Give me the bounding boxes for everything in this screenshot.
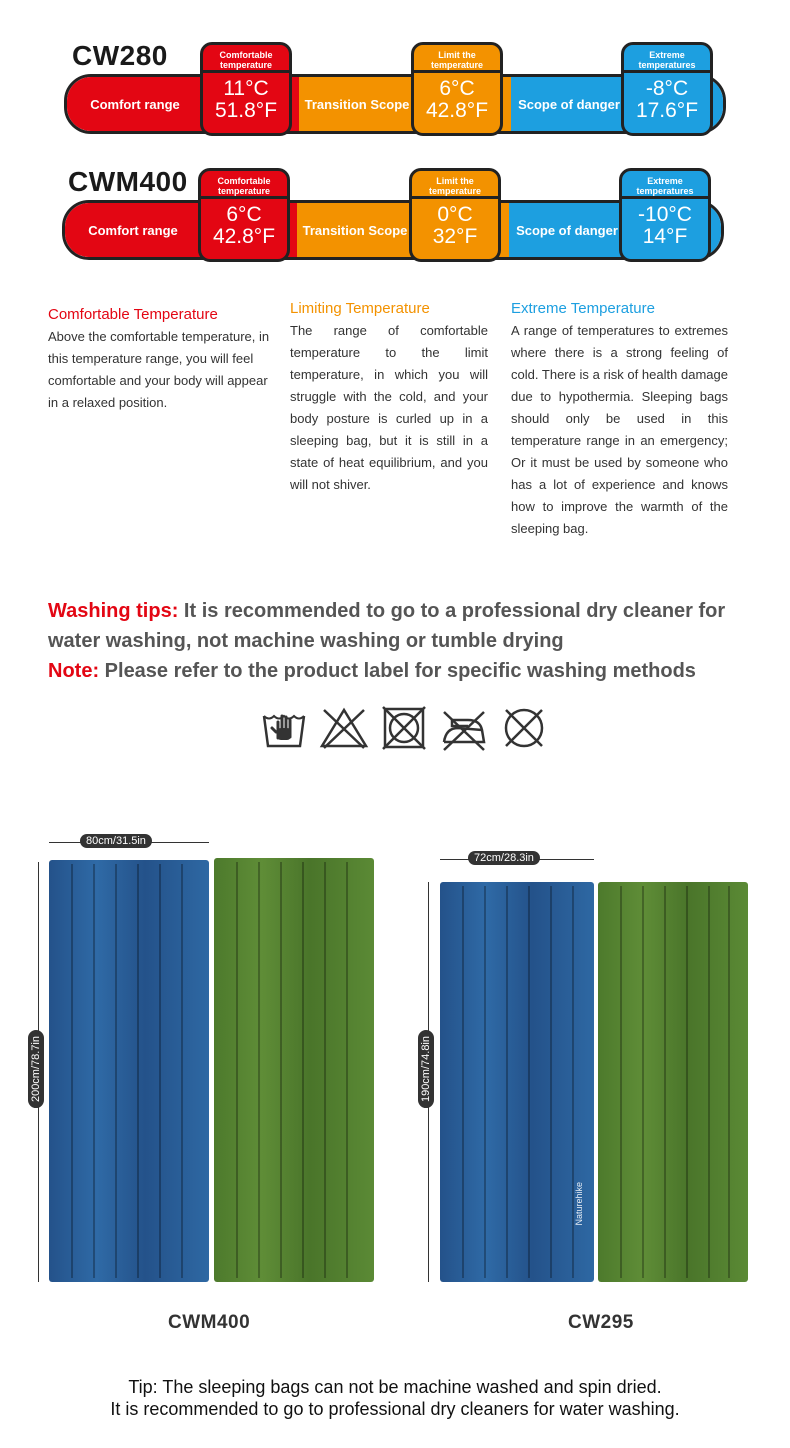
no-iron-icon	[438, 702, 490, 754]
box-header: Comfortable temperature	[203, 45, 289, 73]
length-label: 200cm/78.7in	[28, 1030, 44, 1108]
limit-box	[411, 42, 503, 136]
care-icons	[258, 702, 550, 754]
note-label: Note:	[48, 660, 100, 682]
celsius-value: 6°C	[439, 77, 475, 100]
no-dry-clean-icon	[498, 702, 550, 754]
box-header: Comfortable temperature	[201, 171, 287, 199]
width-label: 72cm/28.3in	[468, 851, 540, 865]
width-label: 80cm/31.5in	[80, 834, 152, 848]
comfort-box	[198, 168, 290, 262]
comfort-box	[200, 42, 292, 136]
description-text: Above the comfortable temperature, in this temperature range, you will feel comfortable and your body will appear in a relaxed position.	[48, 329, 270, 410]
green-sleeping-bag	[598, 882, 748, 1282]
box-header: Limit the temperature	[412, 171, 498, 199]
product-caption: CWM400	[168, 1312, 251, 1333]
no-bleach-icon	[318, 702, 370, 754]
extreme-box	[619, 168, 711, 262]
fahrenheit-value: 51.8°F	[214, 99, 278, 122]
blue-sleeping-bag	[440, 882, 594, 1282]
segment-comfort: Comfort range	[65, 203, 201, 257]
celsius-value: 11°C	[223, 77, 269, 100]
washing-tips	[48, 596, 768, 686]
celsius-value: 0°C	[437, 203, 473, 226]
limit-box	[409, 168, 501, 262]
fahrenheit-value: 42.8°F	[425, 99, 489, 122]
description-title: Limiting Temperature	[290, 300, 430, 317]
tip-line-1: Tip: The sleeping bags can not be machine washed and spin dried.	[128, 1377, 662, 1397]
washing-tips-label: Washing tips:	[48, 600, 179, 622]
hand-wash-icon	[258, 702, 310, 754]
fahrenheit-value: 32°F	[432, 225, 478, 248]
description-comfortable	[48, 304, 274, 414]
description-text: The range of comfortable temperature to the limit temperature, in which you will struggle with the cold, and your body posture is curled up in a sleeping bag, but it is still in a state of heat equilibrium, and you will not shiver.	[290, 323, 488, 492]
brand-label: Naturehike	[574, 1182, 584, 1226]
celsius-value: 6°C	[226, 203, 262, 226]
bottom-tip	[0, 1376, 790, 1420]
segment-danger: Scope of danger	[511, 77, 627, 131]
model-title: CWM400	[68, 166, 188, 197]
tip-line-2: It is recommended to go to professional dry cleaners for water washing.	[110, 1399, 680, 1419]
description-title: Comfortable Temperature	[48, 306, 218, 323]
fahrenheit-value: 14°F	[642, 225, 688, 248]
description-text: A range of temperatures to extremes where there is a strong feeling of cold. There is a risk of health damage due to hypothermia. Sleeping bags should only be used in this temperature range in an emergency; Or it must be used by someone who has a lot of experience and knows how to improve the warmth of the sleeping bag.	[511, 323, 728, 536]
extreme-box	[621, 42, 713, 136]
celsius-value: -10°C	[638, 203, 692, 226]
product-caption: CW295	[568, 1312, 634, 1333]
length-label: 190cm/74.8in	[418, 1030, 434, 1108]
celsius-value: -8°C	[645, 77, 689, 100]
fahrenheit-value: 17.6°F	[635, 99, 699, 122]
blue-sleeping-bag	[49, 860, 209, 1282]
washing-tips-text: It is recommended to go to a professional dry cleaner for water washing, not machine washing or tumble drying	[48, 600, 726, 652]
box-header: Extreme temperatures	[624, 45, 710, 73]
segment-comfort: Comfort range	[67, 77, 203, 131]
box-header: Extreme temperatures	[622, 171, 708, 199]
description-extreme	[511, 298, 728, 540]
no-tumble-dry-icon	[378, 702, 430, 754]
description-title: Extreme Temperature	[511, 300, 655, 317]
note-text: Please refer to the product label for specific washing methods	[99, 660, 696, 682]
model-title: CW280	[72, 40, 168, 71]
fahrenheit-value: 42.8°F	[212, 225, 276, 248]
box-header: Limit the temperature	[414, 45, 500, 73]
segment-transition: Transition Scope	[297, 203, 413, 257]
green-sleeping-bag	[214, 858, 374, 1282]
segment-transition: Transition Scope	[299, 77, 415, 131]
segment-danger: Scope of danger	[509, 203, 625, 257]
description-limiting	[290, 298, 488, 496]
